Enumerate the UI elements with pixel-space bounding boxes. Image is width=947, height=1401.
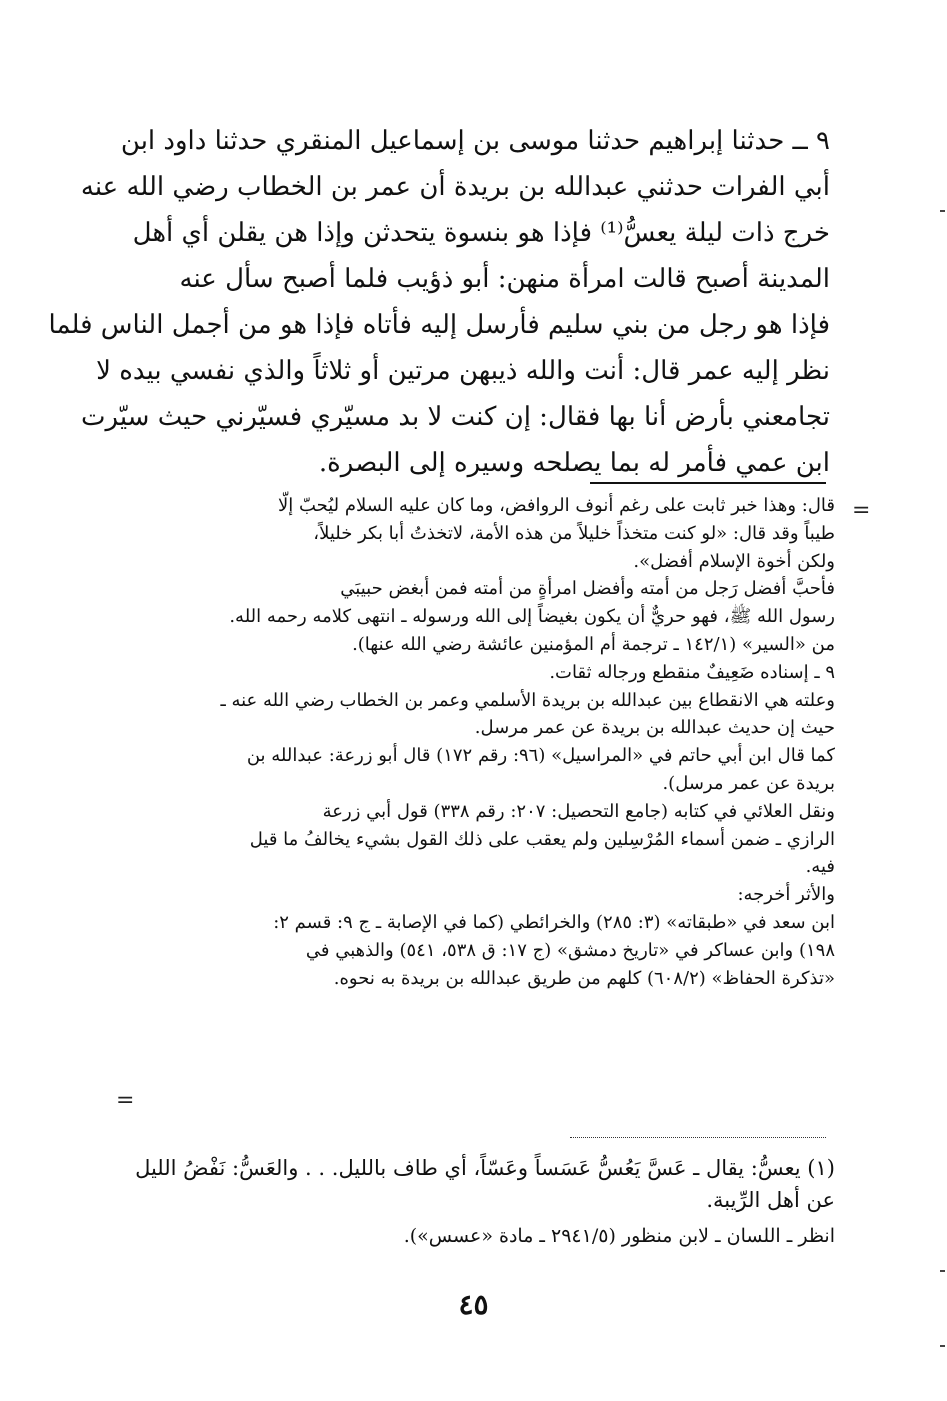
- scan-edge-mark: [940, 210, 945, 212]
- footnote-line: والأثر أخرجه:: [737, 884, 835, 906]
- footnote-line: قال: وهذا خبر ثابت على رغم أنوف الروافض، وما كان عليه السلام ليُحبّ إلّا: [277, 495, 835, 516]
- footnote-line: وعلته هي الانقطاع بين عبدالله بن بريدة الأسلمي وعمر بن الخطاب رضي الله عنه ـ: [220, 689, 835, 711]
- footnote-line: «تذكرة الحفاظ» (٦٠٨/٢) كلهم من طريق عبدالله بن بريدة به نحوه.: [333, 967, 835, 989]
- main-text-line: ابن عمي فأمر له بما يصلحه وسيره إلى البصرة.: [318, 448, 830, 478]
- scan-edge-mark: [940, 1345, 945, 1347]
- note-line: عن أهل الرِّيبة.: [706, 1188, 835, 1212]
- footnote-line: ونقل العلائي في كتابه (جامع التحصيل: ٢٠٧: رقم ٣٣٨) قول أبي زرعة: [322, 800, 835, 822]
- footnote-line: طيباً وقد قال: «لو كنت متخذاً خليلاً من هذه الأمة، لاتخذتُ أبا بكر خليلاً،: [313, 522, 835, 544]
- footnote-separator: [570, 1137, 826, 1138]
- footnote-line: ٩ ـ إسناده ضَعِيفٌ منقطع ورجاله ثقات.: [549, 661, 835, 683]
- main-text-line: أبي الفرات حدثني عبدالله بن بريدة أن عمر بن الخطاب رضي الله عنه: [80, 172, 830, 202]
- main-text-line: ٩ ــ حدثنا إبراهيم حدثنا موسى بن إسماعيل المنقري حدثنا داود ابن: [120, 126, 830, 156]
- footnote-line: ١٩٨) وابن عساكر في «تاريخ دمشق» (ج ١٧: ق ٥٣٨، ٥٤١) والذهبي في: [305, 939, 835, 961]
- note-line: (١) يعسُّ: يقال ـ عَسَّ يَعُسُّ عَسَساً وعَسّاً، أي طاف بالليل. . . والعَسُّ: نَفْضُ الليل: [135, 1156, 835, 1180]
- footnote-line: فيه.: [805, 856, 835, 878]
- main-text-line: تجامعني بأرض أنا بها فقال: إن كنت لا بد مسيّري فسيّرني حيث سيّرت: [81, 402, 830, 432]
- continuation-mark-top: =: [852, 498, 871, 523]
- footnote-line: حيث إن حديث عبدالله بن بريدة عن عمر مرسل.: [474, 717, 835, 739]
- footnote-line: فأحبَّ أفضل رَجل من أمته وأفضل امرأةٍ من أمته فمن أبغض حبيبَي: [340, 578, 835, 600]
- footnote-line: ولكن أخوة الإسلام أفضل».: [633, 550, 835, 572]
- footnote-line: من «السير» (١٤٢/١ ـ ترجمة أم المؤمنين عائشة رضي الله عنها).: [352, 633, 835, 655]
- main-text-line: المدينة أصبح قالت امرأة منهن: أبو ذؤيب فلما أصبح سأل عنه: [179, 264, 830, 294]
- main-hadith-text: [48, 118, 830, 486]
- footnote-line: كما قال ابن أبي حاتم في «المراسيل» (٩٦: رقم ١٧٢) قال أبو زرعة: عبدالله بن: [246, 745, 835, 767]
- main-text-line: فإذا هو رجل من بني سليم فأرسل إليه فأتاه فإذا هو من أجمل الناس فلما: [48, 310, 830, 340]
- note-reference: انظر ـ اللسان ـ لابن منظور (٢٩٤١/٥ ـ مادة «عسس»).: [403, 1225, 835, 1247]
- footnote-line: ابن سعد في «طبقاته» (٣: ٢٨٥) والخرائطي (كما في الإصابة ـ ج ٩: قسم ٢:: [273, 911, 835, 933]
- lexical-note: [100, 1152, 835, 1252]
- scan-edge-mark: [940, 1270, 945, 1272]
- continuation-mark-bottom: =: [116, 1088, 135, 1113]
- footnote-line: رسول الله ﷺ، فهو حريٌّ أن يكون بغيضاً إلى الله ورسوله ـ انتهى كلامه رحمه الله.: [229, 606, 835, 628]
- main-text-line: نظر إليه عمر قال: أنت والله ذيبهن مرتين أو ثلاثاً والذي نفسي بيده لا: [96, 356, 830, 386]
- commentary-footnotes: [130, 492, 835, 992]
- main-text-separator: [590, 482, 826, 484]
- footnote-line: الرازي ـ ضمن أسماء المُرْسِلين ولم يعقب على ذلك القول بشيء يخالفُ ما قيل: [249, 828, 835, 850]
- page-number: ٤٥: [458, 1288, 489, 1321]
- main-text-line: خرج ذات ليلة يعسُّ⁽¹⁾ فإذا هو بنسوة يتحدثن وإذا هن يقلن أي أهل: [132, 218, 830, 248]
- footnote-line: بريدة عن عمر مرسل).: [662, 772, 835, 794]
